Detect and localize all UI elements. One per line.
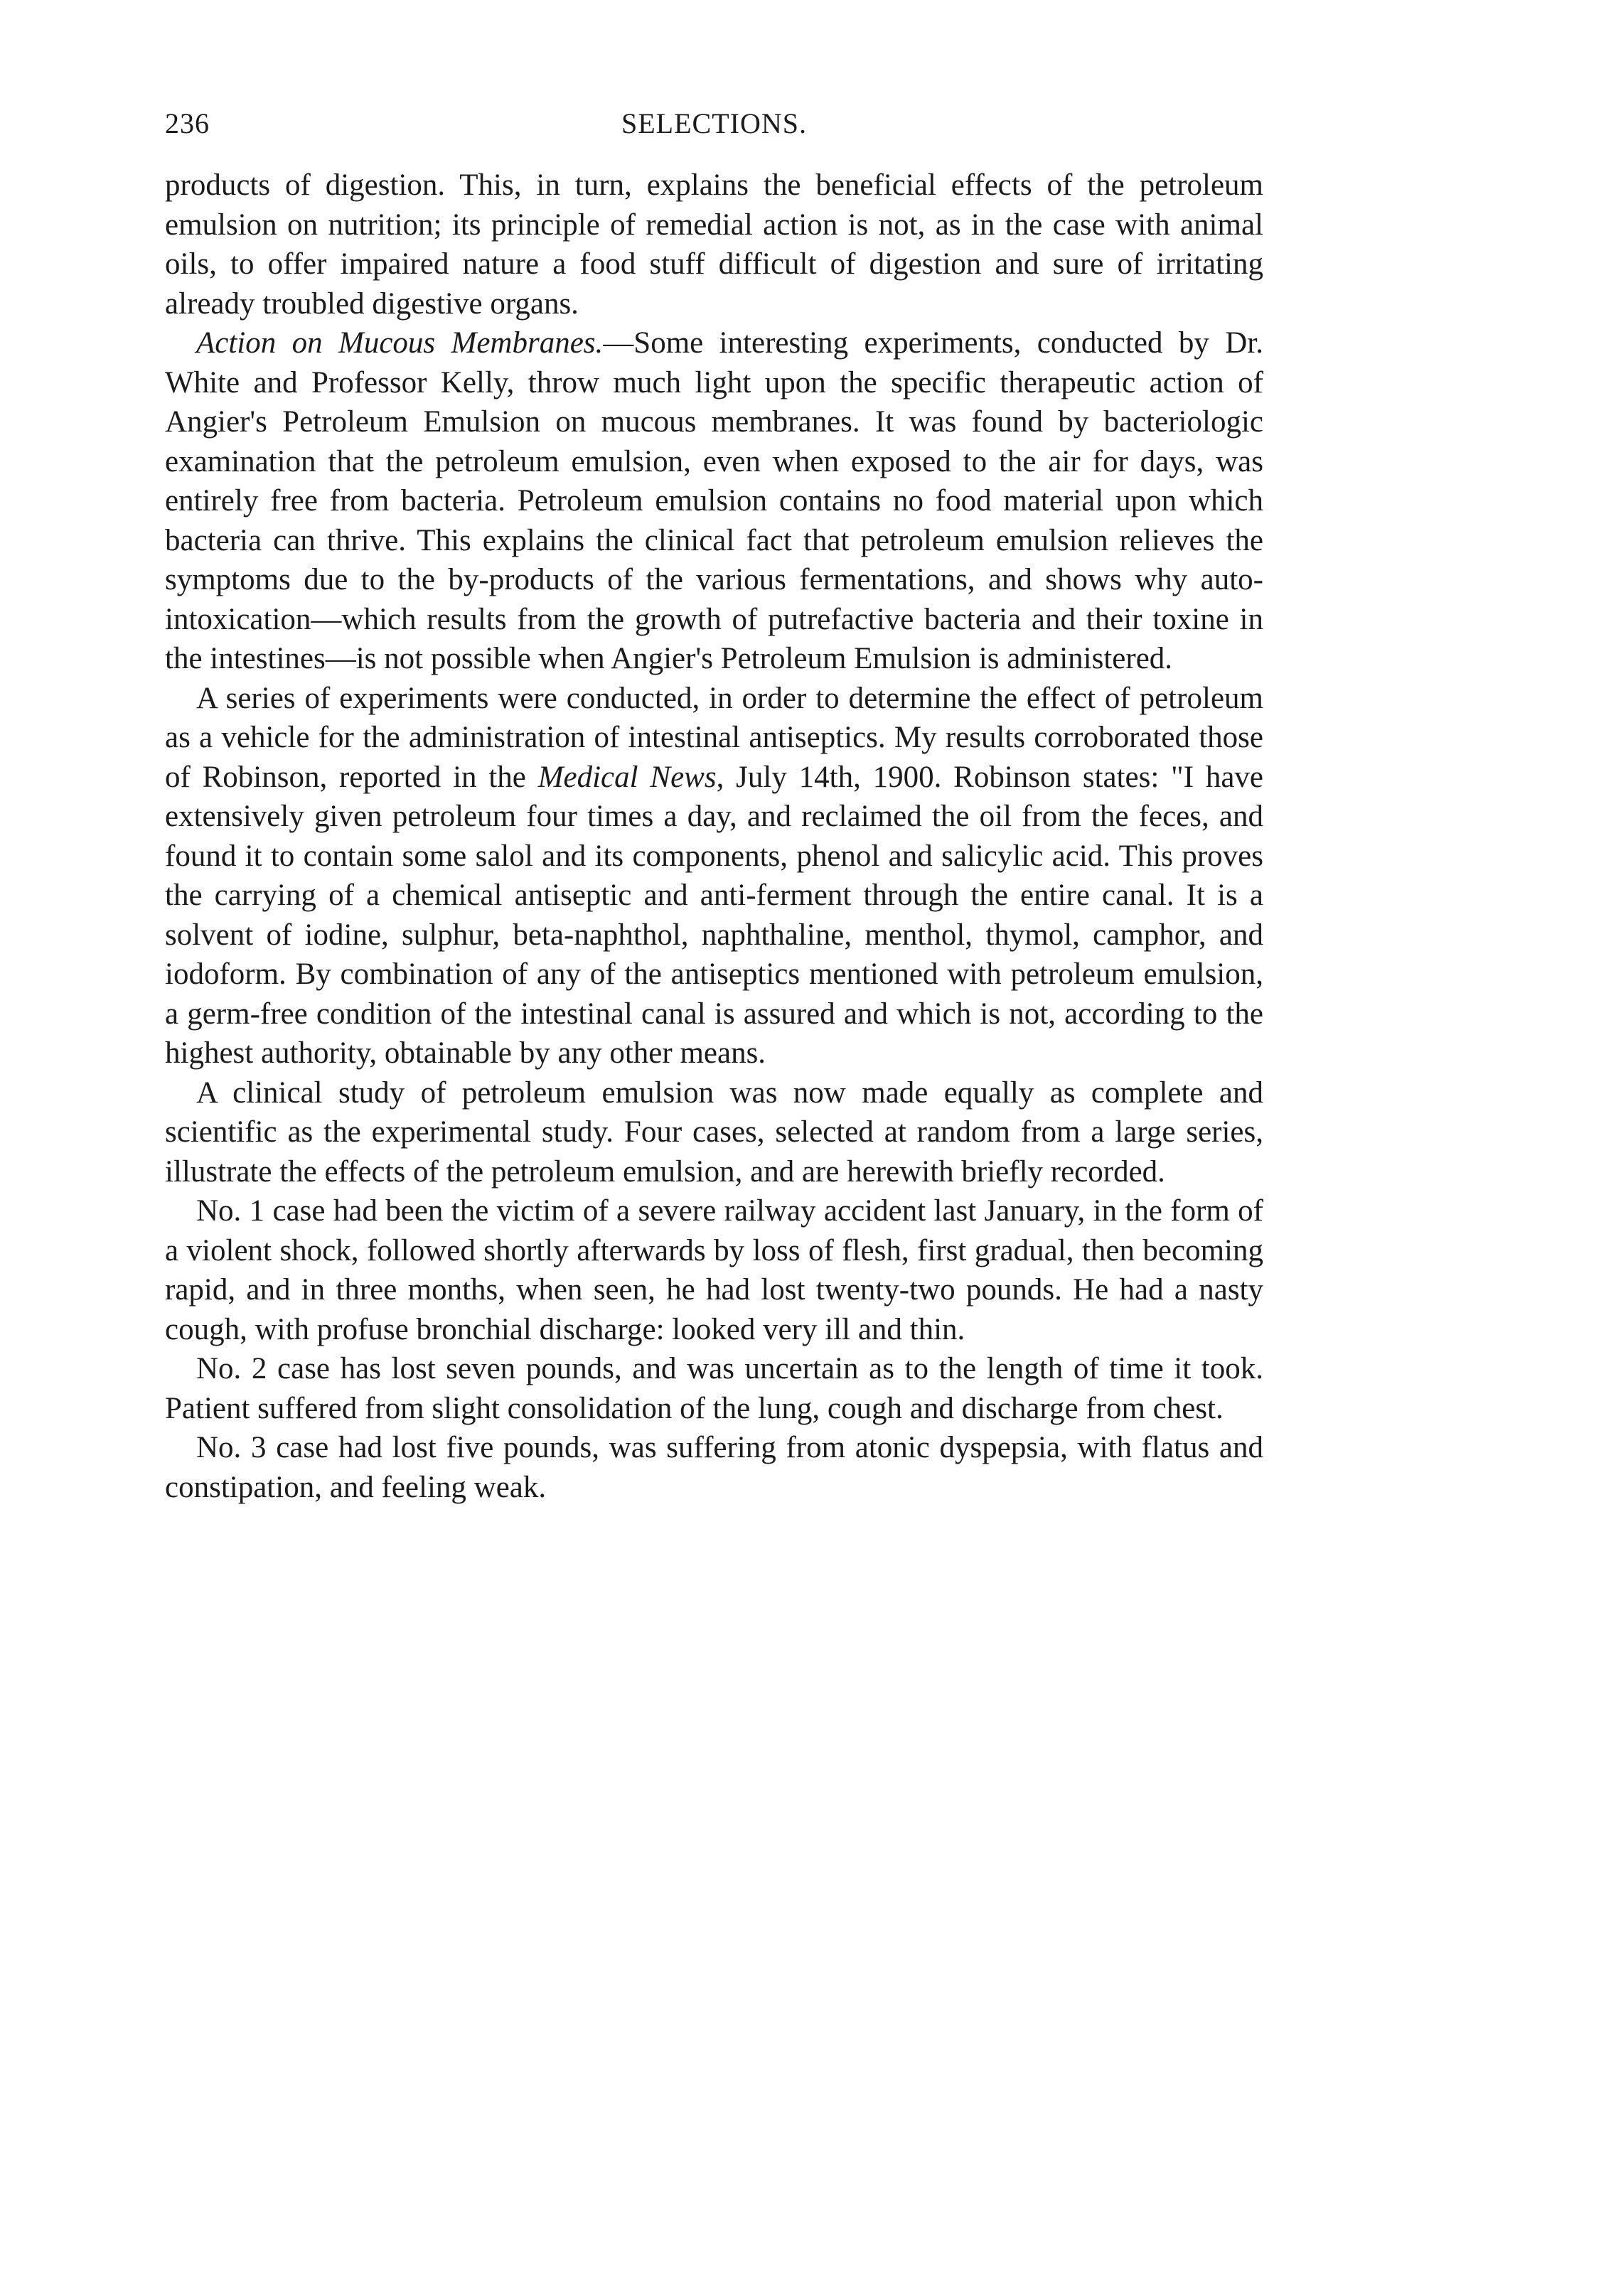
running-head: [165, 107, 1263, 149]
paragraph-case-3: [165, 1428, 1263, 1507]
section-heading: Action on Mucous Membranes.: [196, 326, 604, 360]
paragraph-case-1: [165, 1191, 1263, 1349]
paragraph-text: No. 3 case had lost five pounds, was suffering from atonic dyspepsia, with flatus and constipation, and feeling weak.: [165, 1431, 1263, 1504]
paragraph-case-2: [165, 1349, 1263, 1428]
paragraph-text: —Some interesting experiments, conducted by Dr. White and Professor Kelly, throw much light upon the specific therapeutic action of Angier's Petroleum Emulsion on mucous membranes. It was found by bacteriologic examination that the petroleum emulsion, even when exposed to the air for days, was entirely free from bacteria. Petroleum emulsion contains no food material upon which bacteria can thrive. This explains the clinical fact that petroleum emulsion relieves the symptoms due to the by-products of the various fermentations, and shows why auto-intoxication—which results from the growth of putrefactive bacteria and their toxine in the intestines—is not possible when Angier's Petroleum Emulsion is administered.: [165, 326, 1264, 675]
journal-title: Medical News: [537, 760, 717, 794]
body-text: [165, 166, 1263, 1507]
paragraph-mucous-membranes: [165, 323, 1263, 679]
paragraph-text: A series of experiments were conducted, in order to determine the effect of petroleum as a vehicle for the administration of intestinal antiseptics. My results corroborated those of Robinson, reported in the: [165, 681, 1263, 794]
paragraph-digestion: [165, 166, 1263, 323]
paragraph-text: products of digestion. This, in turn, explains the beneficial effects of the petroleum emulsion on nutrition; its principle of remedial action is not, as in the case with animal oils, to offer impaired nature a food stuff difficult of digestion and sure of irritating already troubled digestive organs.: [165, 168, 1263, 321]
paragraph-text: No. 2 case has lost seven pounds, and was uncertain as to the length of time it took. Patient suffered from slight consolidation of the lung, cough and discharge from chest.: [165, 1352, 1263, 1425]
paragraph-experiments: [165, 679, 1263, 1073]
paragraph-text: A clinical study of petroleum emulsion was now made equally as complete and scientific as the experimental study. Four cases, selected at random from a large series, illustrate the effects of the petroleum emulsion, and are herewith briefly recorded.: [165, 1075, 1263, 1189]
paragraph-text: No. 1 case had been the victim of a severe railway accident last January, in the form of a violent shock, followed shortly afterwards by loss of flesh, first gradual, then becoming rapid, and in three months, when seen, he had lost twenty-two pounds. He had a nasty cough, with profuse bronchial discharge: looked very ill and thin.: [165, 1194, 1263, 1346]
paragraph-clinical-study: [165, 1073, 1263, 1192]
paragraph-text: , July 14th, 1900. Robinson states: "I have extensively given petroleum four times a day, and reclaimed the oil from the feces, and found it to contain some salol and its components, phenol and salicylic acid. This proves the carrying of a chemical antiseptic and anti-ferment through the entire canal. It is a solvent of iodine, sulphur, beta-naphthol, naphthaline, menthol, thymol, camphor, and iodoform. By combination of any of the antiseptics mentioned with petroleum emulsion, a germ-free condition of the intestinal canal is assured and which is not, according to the highest authority, obtainable by any other means.: [165, 760, 1263, 1070]
running-title: SELECTIONS.: [621, 107, 807, 139]
page-number: 236: [165, 107, 210, 139]
